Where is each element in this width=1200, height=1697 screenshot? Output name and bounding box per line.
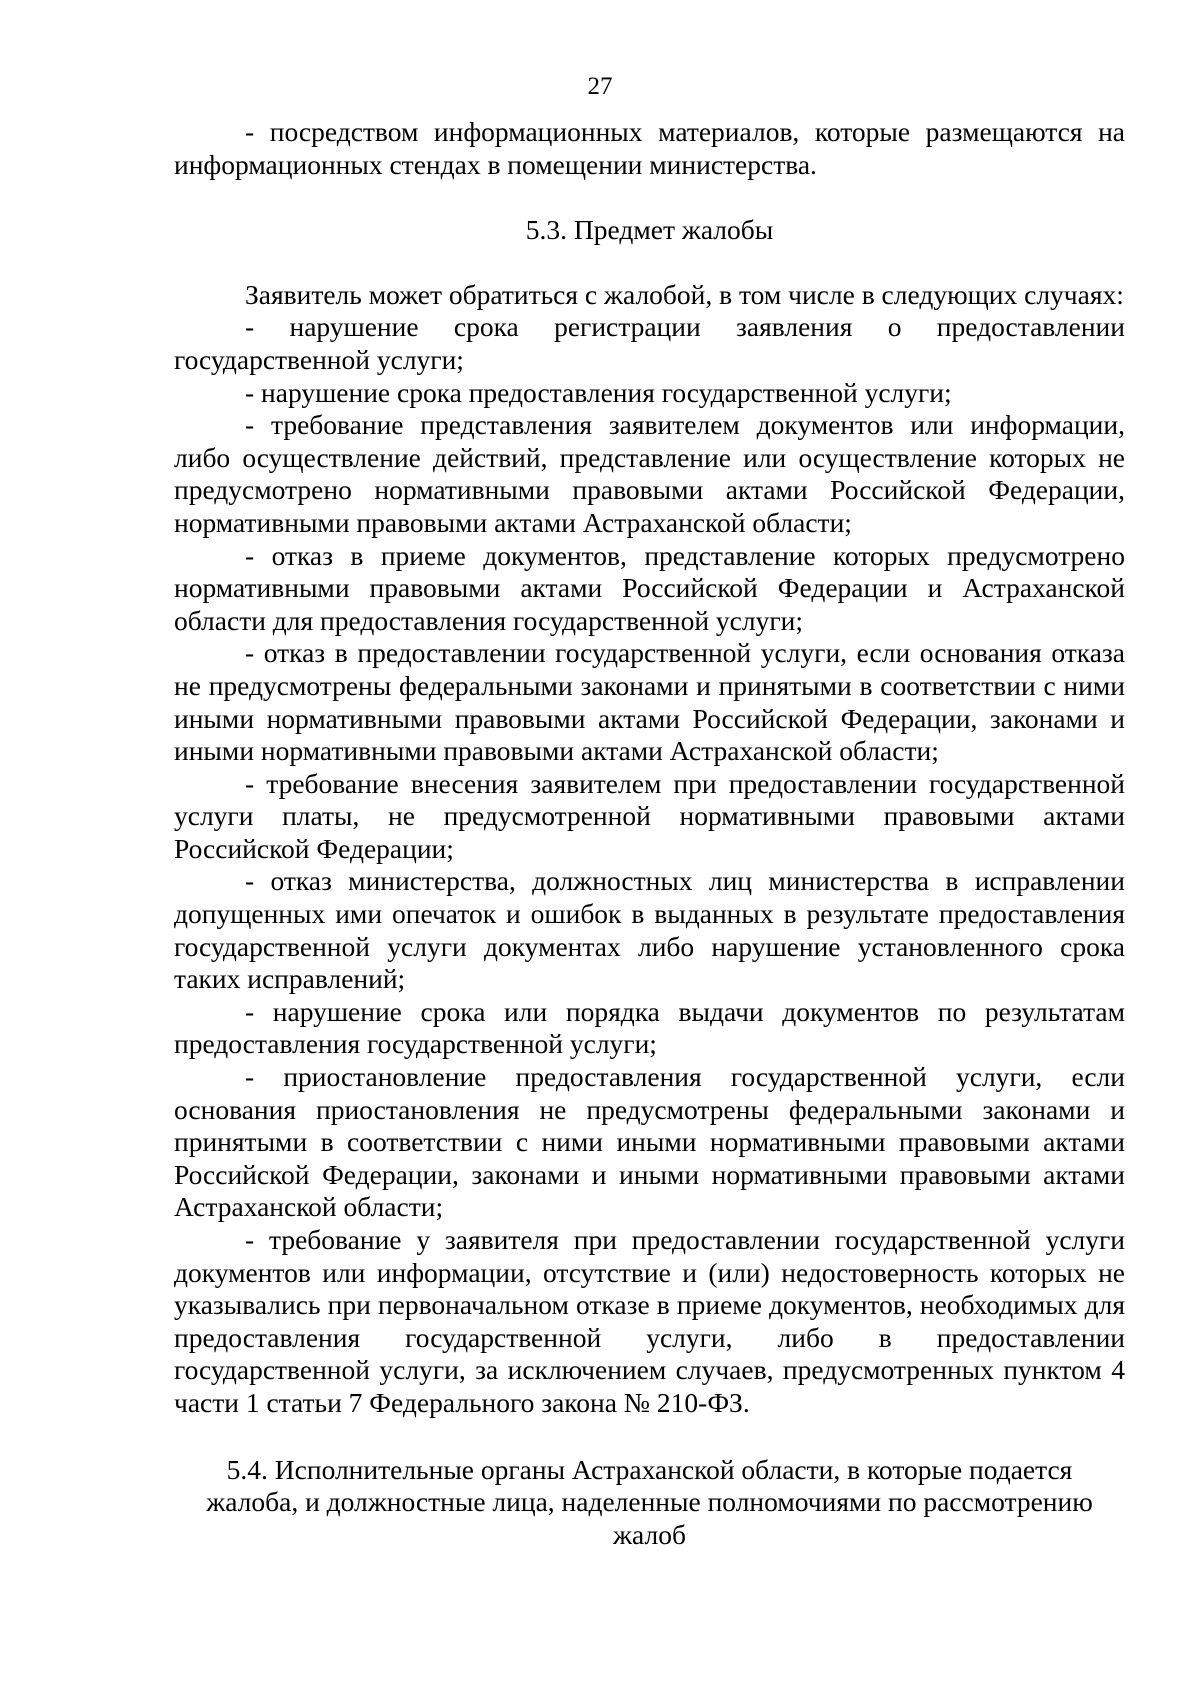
intro-paragraph: - посредством информационных материалов, которые размещаются на информационных стендах в помещении министерства.	[174, 116, 1125, 180]
list-item: - отказ в приеме документов, представление которых предусмотрено нормативными правовыми актами Российской Федерации и Астраханской области для предоставления государственной услуги;	[174, 539, 1125, 636]
section-heading-5-3: 5.3. Предмет жалобы	[525, 214, 774, 246]
list-item: - требование внесения заявителем при предоставлении государственной услуги платы, не предусмотренной нормативными правовыми актами Российской Федерации;	[174, 767, 1125, 864]
list-item: - нарушение срока или порядка выдачи документов по результатам предоставления государственной услуги;	[174, 995, 1125, 1060]
list-item: - требование представления заявителем документов или информации, либо осуществление действий, представление или осуществление которых не предусмотрено нормативными правовыми актами Российской Федерации, нормативными правовыми актами Астраханской области;	[174, 409, 1125, 538]
list-item: - приостановление предоставления государственной услуги, если основания приостановления не предусмотрены федеральными законами и принятыми в соответствии с ними иными нормативными правовыми актами Российской Федерации, законами и иными нормативными правовыми актами Астраханской области;	[174, 1061, 1125, 1223]
list-item: - нарушение срока предоставления государственной услуги;	[245, 376, 952, 408]
list-item: - отказ в предоставлении государственной услуги, если основания отказа не предусмотрены федеральными законами и принятыми в соответствии с ними иными нормативными правовыми актами Российской Федерации, законами и иными нормативными правовыми актами Астраханской области;	[174, 637, 1125, 767]
spacer	[174, 181, 1125, 214]
document-body	[174, 116, 1125, 1551]
section-lead-paragraph: Заявитель может обратиться с жалобой, в том числе в следующих случаях:	[245, 278, 1124, 310]
section-heading-5-4: 5.4. Исполнительные органы Астраханской области, в которые подается жалоба, и должностные лица, наделенные полномочиями по рассмотрению жалоб	[206, 1453, 1093, 1550]
list-item: - нарушение срока регистрации заявления о предоставлении государственной услуги;	[174, 311, 1125, 375]
spacer	[174, 247, 1125, 279]
list-item: - отказ министерства, должностных лиц министерства в исправлении допущенных ими опечаток и ошибок в выданных в результате предоставления государственной услуги документах либо нарушение установленного срока таких исправлений;	[174, 865, 1125, 995]
page-number: 27	[587, 73, 613, 100]
list-item: - требование у заявителя при предоставлении государственной услуги документов или информации, отсутствие и (или) недостоверность которых не указывались при первоначальном отказе в приеме документов, необходимых для предоставления государственной услуги, либо в предоставлении государственной услуги, за исключением случаев, предусмотренных пунктом 4 части 1 статьи 7 Федерального закона № 210-ФЗ.	[174, 1224, 1125, 1418]
spacer	[174, 1420, 1125, 1454]
